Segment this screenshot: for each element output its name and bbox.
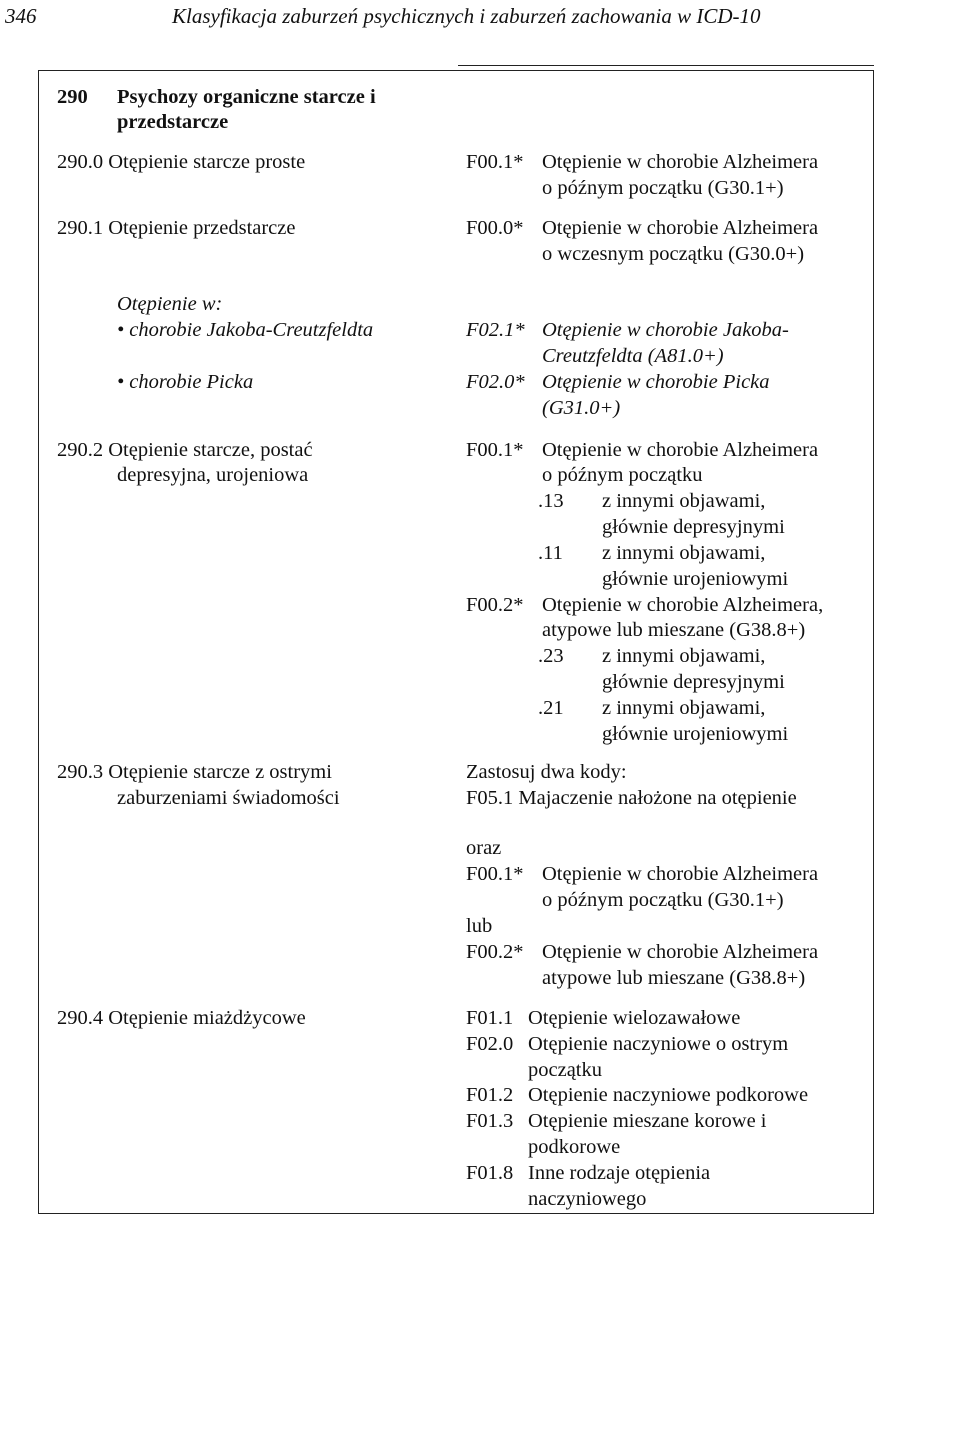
f01-3-line1: Otępienie mieszane korowe i	[528, 1110, 767, 1132]
f00-0-line2: o wczesnym początku (G30.0+)	[542, 243, 805, 265]
and-connector: oraz	[466, 837, 502, 859]
f00-0-line1: Otępienie w chorobie Alzheimera	[542, 217, 819, 239]
code-f01-8: F01.8	[466, 1162, 514, 1184]
code-f00-1-c: F00.1*	[466, 863, 524, 885]
icd9-290-4: 290.4 Otępienie miażdżycowe	[57, 1007, 306, 1029]
code-f01-3: F01.3	[466, 1110, 514, 1132]
f00-2-line2: atypowe lub mieszane (G38.8+)	[542, 619, 806, 641]
subcode-23-line1: z innymi objawami,	[602, 645, 766, 667]
code-f02-1: F02.1*	[466, 319, 525, 341]
subcode-21: .21	[538, 697, 564, 719]
table-title-code: 290	[57, 86, 88, 108]
subcode-23: .23	[538, 645, 564, 667]
f00-2b-line1: Otępienie w chorobie Alzheimera	[542, 941, 819, 963]
icd9-290-2-line1: 290.2 Otępienie starcze, postać	[57, 439, 313, 461]
subcode-13-line2: głównie depresyjnymi	[602, 516, 785, 538]
dementia-in-heading: Otępienie w:	[117, 293, 223, 315]
f02-0b-line2: początku	[528, 1059, 602, 1081]
f00-1-line1: Otępienie w chorobie Alzheimera	[542, 151, 819, 173]
f05-1-line: F05.1 Majaczenie nałożone na otępienie	[466, 787, 797, 809]
f00-1c-line1: Otępienie w chorobie Alzheimera	[542, 863, 819, 885]
f01-2-text: Otępienie naczyniowe podkorowe	[528, 1084, 809, 1106]
icd9-290-1: 290.1 Otępienie przedstarcze	[57, 217, 296, 239]
f01-3-line2: podkorowe	[528, 1136, 621, 1158]
table-title-line1: Psychozy organiczne starcze i	[117, 86, 376, 108]
code-f00-0: F00.0*	[466, 217, 524, 239]
icd9-290-0: 290.0 Otępienie starcze proste	[57, 151, 306, 173]
running-title: Klasyfikacja zaburzeń psychicznych i zaburzeń zachowania w ICD-10	[172, 4, 761, 28]
subcode-13: .13	[538, 490, 564, 512]
page-header	[0, 4, 960, 38]
f01-1-text: Otępienie wielozawałowe	[528, 1007, 741, 1029]
f00-1-line2: o późnym początku (G30.1+)	[542, 177, 784, 199]
table-top-rule	[458, 65, 874, 66]
use-two-codes: Zastosuj dwa kody:	[466, 761, 627, 783]
f00-2-line1: Otępienie w chorobie Alzheimera,	[542, 594, 824, 616]
code-f00-2: F00.2*	[466, 594, 524, 616]
f01-8-line2: naczyniowego	[528, 1188, 647, 1210]
f02-0b-line1: Otępienie naczyniowe o ostrym	[528, 1033, 789, 1055]
page-number: 346	[5, 4, 37, 28]
icd9-290-3-line2: zaburzeniami świadomości	[117, 787, 340, 809]
subcode-23-line2: głównie depresyjnymi	[602, 671, 785, 693]
code-f02-0: F02.0*	[466, 371, 525, 393]
f02-0-line1: Otępienie w chorobie Picka	[542, 371, 770, 393]
icd9-290-3-line1: 290.3 Otępienie starcze z ostrymi	[57, 761, 332, 783]
f01-8-line1: Inne rodzaje otępienia	[528, 1162, 711, 1184]
bullet-pick: • chorobie Picka	[117, 371, 254, 393]
subcode-21-line2: głównie urojeniowymi	[602, 723, 789, 745]
f02-0-line2: (G31.0+)	[542, 397, 621, 419]
code-f00-1: F00.1*	[466, 151, 524, 173]
code-f01-1: F01.1	[466, 1007, 514, 1029]
icd9-290-2-line2: depresyjna, urojeniowa	[117, 464, 309, 486]
subcode-11: .11	[538, 542, 563, 564]
f00-1b-line2: o późnym początku	[542, 464, 703, 486]
subcode-11-line2: głównie urojeniowymi	[602, 568, 789, 590]
code-f01-2: F01.2	[466, 1084, 514, 1106]
f00-1b-line1: Otępienie w chorobie Alzheimera	[542, 439, 819, 461]
code-f00-1-b: F00.1*	[466, 439, 524, 461]
or-connector: lub	[466, 915, 493, 937]
f00-1c-line2: o późnym początku (G30.1+)	[542, 889, 784, 911]
f02-1-line1: Otępienie w chorobie Jakoba-	[542, 319, 789, 341]
subcode-13-line1: z innymi objawami,	[602, 490, 766, 512]
table-title-line2: przedstarcze	[117, 111, 229, 133]
subcode-11-line1: z innymi objawami,	[602, 542, 766, 564]
code-f00-2-b: F00.2*	[466, 941, 524, 963]
code-f02-0-b: F02.0	[466, 1033, 514, 1055]
bullet-cjd: • chorobie Jakoba-Creutzfeldta	[117, 319, 374, 341]
f02-1-line2: Creutzfeldta (A81.0+)	[542, 345, 724, 367]
f00-2b-line2: atypowe lub mieszane (G38.8+)	[542, 967, 806, 989]
subcode-21-line1: z innymi objawami,	[602, 697, 766, 719]
